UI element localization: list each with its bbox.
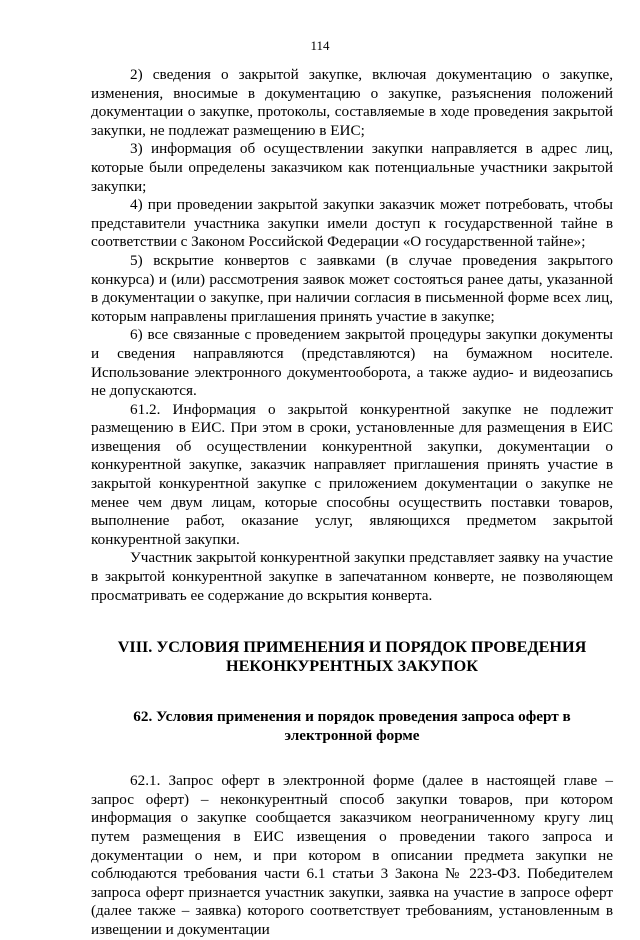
paragraph-item-2: 2) сведения о закрытой закупке, включая документацию о закупке, изменения, вносимые в документацию о закупке, разъяснения положений документации о закупке, протоколы, составляемые в ходе проведения закрытой закупки, не подлежат размещению в ЕИС; [91, 66, 613, 139]
chapter-heading [91, 638, 613, 676]
paragraph-participant-bid: Участник закрытой конкурентной закупки представляет заявку на участие в закрытой конкурентной закупке в запечатанном конверте, не позволяющем просматривать ее содержание до вскрытия конверта. [91, 549, 613, 604]
section-heading [91, 707, 613, 745]
page-number: 114 [310, 38, 330, 53]
section-heading-line-1: 62. Условия применения и порядок проведения запроса оферт в [133, 708, 571, 726]
paragraph-item-5: 5) вскрытие конвертов с заявками (в случае проведения закрытого конкурса) и (или) рассмотрения заявок может состояться ранее даты, указанной в документации о закупке, при наличии согласия в письменной форме всех лиц, которым направлены приглашения принять участие в закупке; [91, 251, 613, 325]
paragraph-62-1: 62.1. Запрос оферт в электронной форме (далее в настоящей главе – запрос оферт) – неконкурентный способ закупки товаров, при котором информация о закупке сообщается заказчиком неограниченному кругу лиц путем размещения в ЕИС извещения о проведении такого запроса и документации о нем, и при котором в описании предмета закупки не соблюдаются требования части 6.1 статьи 3 Закона № 223-ФЗ. Победителем запроса оферт признается участник закупки, заявка на участие в запросе оферт (далее также – заявка) которого соответствует требованиям, установленным в извещении и документации [91, 772, 613, 938]
paragraph-item-4: 4) при проведении закрытой закупки заказчик может потребовать, чтобы представители участника закупки имели доступ к государственной тайне в соответствии с Законом Российской Федерации «О государственной тайне»; [91, 196, 613, 251]
paragraph-item-3: 3) информация об осуществлении закупки направляется в адрес лиц, которые были определены заказчиком как потенциальные участники закрытой закупки; [91, 140, 613, 195]
chapter-heading-line-2: НЕКОНКУРЕНТНЫХ ЗАКУПОК [226, 657, 478, 676]
page-body [91, 66, 613, 940]
paragraph-item-6: 6) все связанные с проведением закрытой процедуры закупки документы и сведения направляются (представляются) на бумажном носителе. Использование электронного документооборота, а также аудио- и видеозапись не допускаются. [91, 326, 613, 400]
section-heading-line-2: электронной форме [284, 727, 420, 745]
paragraph-61-2: 61.2. Информация о закрытой конкурентной закупке не подлежит размещению в ЕИС. При этом в сроки, установленные для размещения в ЕИС извещения об осуществлении конкурентной закупки, документации о конкурентной закупке, заказчик направляет приглашения принять участие в закрытой конкурентной закупке с приложением документации о закупке не менее чем двум лицам, которые способны осуществить поставки товаров, выполнение работ, оказание услуг, являющихся предметом закрытой конкурентной закупки. [91, 400, 613, 548]
chapter-heading-line-1: VIII. УСЛОВИЯ ПРИМЕНЕНИЯ И ПОРЯДОК ПРОВЕДЕНИЯ [117, 638, 587, 657]
